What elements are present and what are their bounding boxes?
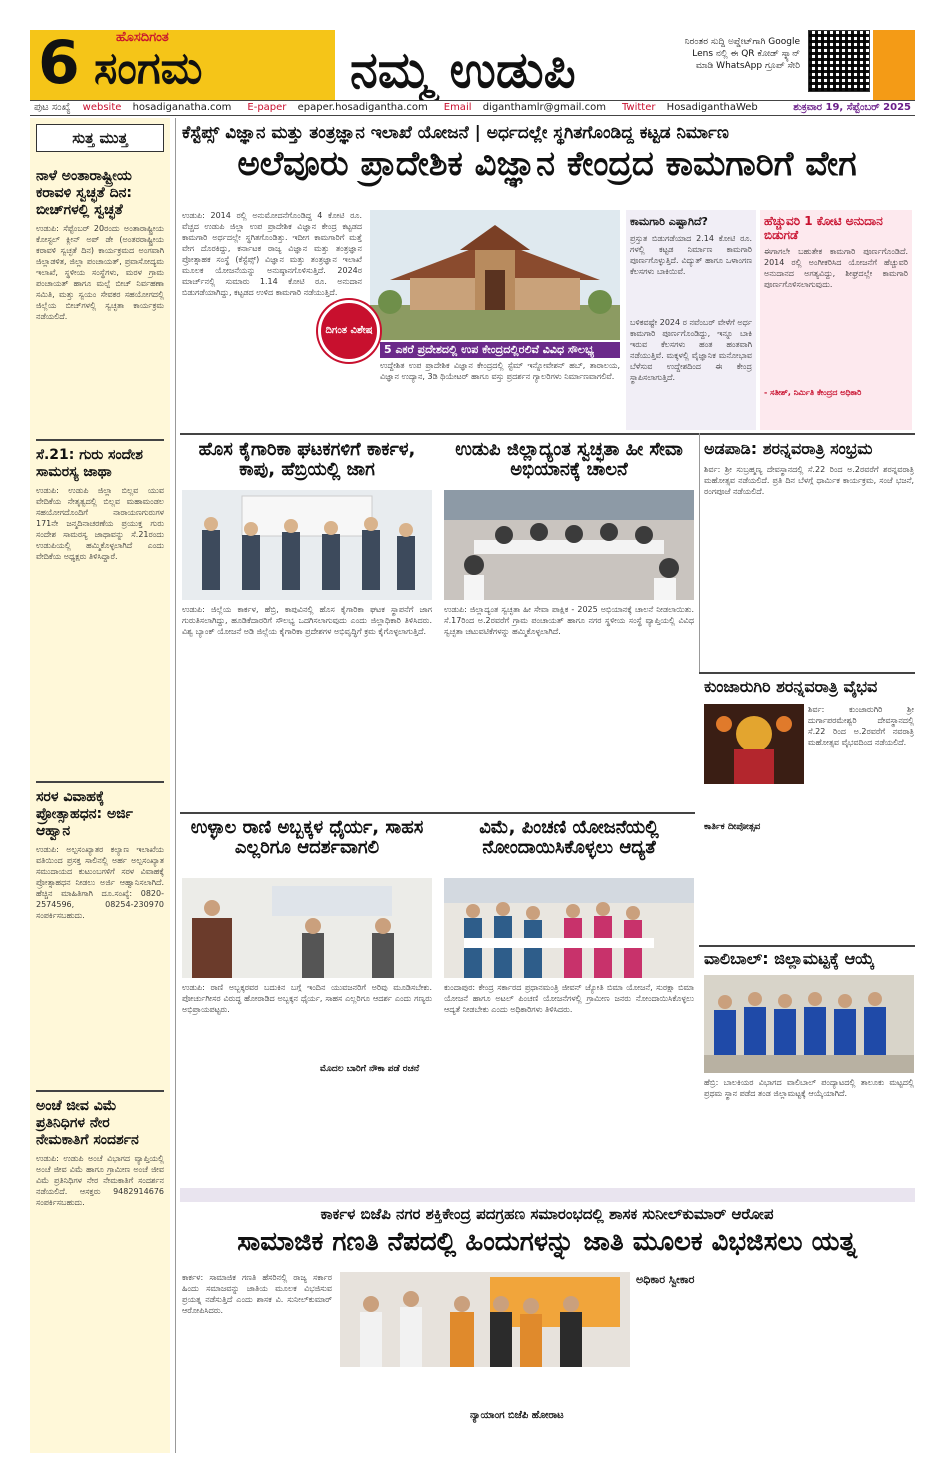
divider [36,439,164,441]
issue-date: ಶುಕ್ರವಾರ 19, ಸೆಪ್ಟೆಂಬರ್ 2025 [793,102,911,113]
section-divider [180,433,915,435]
factory-event-photo [182,490,432,600]
brand-name: ಹೊಸದಿಗಂತ [116,30,169,45]
bottom-kicker: ಕಾರ್ಕಳ ಬಿಜೆಪಿ ನಗರ ಶಕ್ತಿಕೇಂದ್ರ ಪದಗ್ರಹಣ ಸಮಾರಂಭದಲ್ಲಿ ಶಾಸಕ ಸುನೀಲ್‌ಕುಮಾರ್ ಆರೋಪ [320,1205,774,1223]
clean-body: ಉಡುಪಿ: ಜಿಲ್ಲಾದ್ಯಂತ ಸ್ವಚ್ಛತಾ ಹೀ ಸೇವಾ ಪಾಕ್ಷಿಕ - 2025 ಅಭಿಯಾನಕ್ಕೆ ಚಾಲನೆ ನೀಡಲಾಯಿತು. ಸೆ.17ರಿಂದ ಅ.2ರವರೆಗೆ ಗ್ರಾಮ ಪಂಚಾಯತ್ ಹಾಗೂ ನಗರ ಸ್ಥಳೀಯ ಸಂಸ್ಥೆ ವ್ಯಾಪ್ತಿಯಲ್ಲಿ ವಿವಿಧ ಸ್ವಚ್ಛತಾ ಚಟುವಟಿಕೆಗಳನ್ನು ಹಮ್ಮಿಕೊಳ್ಳಲಾಗಿದೆ. [444,605,694,636]
lead-headline: ಅಲೆವೂರು ಪ್ರಾದೇಶಿಕ ವಿಜ್ಞಾನ ಕೇಂದ್ರದ ಕಾಮಗಾರಿಗೆ ವೇಗ [237,144,857,184]
kunjaragiri-subhead: ಕಾರ್ತಿಕ ದೀಪೋತ್ಸವ [704,822,761,832]
page-number: 6 [38,28,80,98]
email-link[interactable]: diganthamlr@gmail.com [482,102,606,113]
bottom-headline: ಸಾಮಾಜಿಕ ಗಣತಿ ನೆಪದಲ್ಲಿ ಹಿಂದುಗಳನ್ನು ಜಾತಿ ಮೂಲಕ ವಿಭಜಿಸಲು ಯತ್ನ [237,1227,857,1257]
digantha-special-badge: ದಿಗಂತ ವಿಶೇಷ [318,300,380,362]
lead-kicker: ಕೆಸ್ಟೆಪ್ಸ್ ವಿಜ್ಞಾನ ಮತ್ತು ತಂತ್ರಜ್ಞಾನ ಇಲಾಖೆ ಯೋಜನೆ | ಅರ್ಧದಲ್ಲೇ ಸ್ಥಗಿತಗೊಂಡಿದ್ದ ಕಟ್ಟಡ ನಿರ್ಮಾಣ [182,123,729,143]
website-label: website [82,102,122,113]
sidebar-title: ಹೆಚ್ಚುವರಿ 1 ಕೋಟಿ ಅನುದಾನ ಬಿಡುಗಡೆ [764,214,883,242]
sidebar-quote-attribution: - ಸತೀಶ್, ನಿರ್ಮಿತಿ ಕೇಂದ್ರದ ಅಧಿಕಾರಿ [764,388,862,397]
lead-body: ಉಡುಪಿ: 2014 ರಲ್ಲಿ ಅನುಮೋದನೆಗೊಂಡಿದ್ದ 4 ಕೋಟಿ ರೂ. ವೆಚ್ಚದ ಉಡುಪಿ ಜಿಲ್ಲಾ ಉಪ ಪ್ರಾದೇಶಿಕ ವಿಜ್ಞಾನ ಕೇಂದ್ರ ಕಟ್ಟಡದ ಕಾಮಗಾರಿ ಅರ್ಧದಲ್ಲೇ ಸ್ಥಗಿತಗೊಂಡಿತ್ತು. ಇದೀಗ ಕಾಮಗಾರಿಗೆ ಮತ್ತೆ ವೇಗ ದೊರಕಿದ್ದು, ಕರ್ನಾಟಕ ರಾಜ್ಯ ವಿಜ್ಞಾನ ಮತ್ತು ತಂತ್ರಜ್ಞಾನ ಪ್ರೋತ್ಸಾಹಕ ಸಂಸ್ಥೆ (ಕೆಸ್ಟೆಪ್ಸ್) ವಿಜ್ಞಾನ ಮತ್ತು ತಂತ್ರಜ್ಞಾನ ಇಲಾಖೆ ಮೂಲಕ ಯೋಜನೆಯನ್ನು ಅನುಷ್ಠಾನಗೊಳಿಸುತ್ತಿದೆ. 2024ರ ಮಾರ್ಚ್‌ನಲ್ಲಿ ಸುಮಾರು 1.14 ಕೋಟಿ ರೂ. ಅನುದಾನ ಬಿಡುಗಡೆಯಾಗಿದ್ದು, ಕಟ್ಟಡದ ಉಳಿದ ಕಾಮಗಾರಿ ನಡೆಯುತ್ತಿದೆ. [182,211,362,297]
left-story-headline: ಅಂಚೆ ಜೀವ ವಿಮೆ ಪ್ರತಿನಿಧಿಗಳ ನೇರ ನೇಮಕಾತಿಗೆ ಸಂದರ್ಶನ [36,1098,139,1148]
navaratri-body: ಶಿರ್ವ: ಶ್ರೀ ಸುಬ್ರಹ್ಮಣ್ಯ ದೇವಸ್ಥಾನದಲ್ಲಿ ಸೆ.22 ರಿಂದ ಅ.2ರವರೆಗೆ ಶರನ್ನವರಾತ್ರಿ ಮಹೋತ್ಸವ ನಡೆಯಲಿದೆ. ಪ್ರತಿ ದಿನ ಬೆಳಗ್ಗೆ ಧಾರ್ಮಿಕ ಕಾರ್ಯಕ್ರಮ, ಸಂಜೆ ಭಜನೆ, ರಂಗಪೂಜೆ ನಡೆಯಲಿದೆ. [704,465,914,496]
kunjaragiri-headline: ಕುಂಜಾರುಗಿರಿ ಶರನ್ನವರಾತ್ರಿ ವೈಭವ [704,677,878,696]
twitter-label: Twitter [621,102,656,113]
twitter-link[interactable]: HosadiganthaWeb [666,102,758,113]
lead-sidebar-box [626,210,756,430]
lead-continued: ಬಳಿಕವಷ್ಟೇ 2024 ರ ನವೆಂಬರ್ ವೇಳೆಗೆ ಅರ್ಧ ಕಾಮಗಾರಿ ಪೂರ್ಣಗೊಂಡಿದ್ದು, ಇನ್ನೂ ಬಾಕಿ ಇರುವ ಕೆಲಸಗಳು ಹಂತ ಹಂತವಾಗಿ ನಡೆಯುತ್ತಿವೆ. ಮಕ್ಕಳಲ್ಲಿ ವೈಜ್ಞಾನಿಕ ಮನೋಭಾವ ಬೆಳೆಸುವ ಉದ್ದೇಶದಿಂದ ಈ ಕೇಂದ್ರ ಸ್ಥಾಪಿಸಲಾಗುತ್ತಿದೆ. [630,318,752,382]
abbakka-subhead: ಮೊದಲ ಬಾರಿಗೆ ನೌಕಾ ಪಡೆ ರಚನೆ [320,1064,420,1074]
masthead-orange-block [873,30,915,100]
kunjaragiri-body: ಶಿರ್ವ: ಕುಂಜಾರುಗಿರಿ ಶ್ರೀ ದುರ್ಗಾಪರಮೇಶ್ವರಿ ದೇವಸ್ಥಾನದಲ್ಲಿ ಸೆ.22 ರಿಂದ ಅ.2ರವರೆಗೆ ನವರಾತ್ರಿ ಮಹೋತ್ಸವ ವೈಭವದಿಂದ ನಡೆಯಲಿದೆ. [808,705,914,747]
page-label: ಪುಟ ಸಂಖ್ಯೆ [34,102,71,113]
epaper-link[interactable]: epaper.hosadigantha.com [297,102,428,113]
clean-headline: ಉಡುಪಿ ಜಿಲ್ಲಾದ್ಯಂತ ಸ್ವಚ್ಛತಾ ಹೀ ಸೇವಾ ಅಭಿಯಾನಕ್ಕೆ ಚಾಲನೆ [455,439,683,480]
insurance-event-photo [444,878,694,978]
column-logo: ಸುತ್ತ ಮುತ್ತ [36,124,164,152]
column-rule [175,118,176,1453]
qr-instructions: ನಿರಂತರ ಸುದ್ದಿ ಅಪ್ಡೇಟ್‌ಗಾಗಿ Google Lens ನಲ್ಲಿ ಈ QR ಕೋಡ್ ಸ್ಕ್ಯಾನ್ ಮಾಡಿ WhatsApp ಗ್ರೂಪ್ ಸೇರಿ [684,37,800,71]
abbakka-headline: ಉಳ್ಳಾಲ ರಾಣಿ ಅಬ್ಬಕ್ಕಳ ಧೈರ್ಯ, ಸಾಹಸ ಎಲ್ಲರಿಗೂ ಆದರ್ಶವಾಗಲಿ [190,817,424,858]
section-divider [180,812,695,814]
decorative-band [180,1188,915,1202]
photo-caption: 5 ಎಕರೆ ಪ್ರದೇಶದಲ್ಲಿ ಉಪ ಕೇಂದ್ರದಲ್ಲಿರಲಿವೆ ವಿವಿಧ ಸೌಲಭ್ಯ [380,342,620,358]
navaratri-headline: ಅಡಪಾಡಿ: ಶರನ್ನವರಾತ್ರಿ ಸಂಭ್ರಮ [704,439,873,458]
volleyball-team-photo [704,975,914,1073]
factory-headline: ಹೊಸ ಕೈಗಾರಿಕಾ ಘಟಕಗಳಿಗೆ ಕಾರ್ಕಳ, ಕಾಪು, ಹೆಬ್ರಿಯಲ್ಲಿ ಜಾಗ [198,439,416,480]
left-story-headline: ಸರಳ ವಿವಾಹಕ್ಕೆ ಪ್ರೋತ್ಸಾಹಧನ: ಅರ್ಜಿ ಆಹ್ವಾನ [36,789,133,839]
divider [36,781,164,783]
science-centre-photo [370,210,620,340]
volleyball-body: ಹೆಬ್ರಿ: ಬಾಲಕಿಯರ ವಿಭಾಗದ ವಾಲಿಬಾಲ್ ಪಂದ್ಯಾಟದಲ್ಲಿ ತಾಲೂಕು ಮಟ್ಟದಲ್ಲಿ ಪ್ರಥಮ ಸ್ಥಾನ ಪಡೆದ ತಂಡ ಜಿಲ್ಲಾಮಟ್ಟಕ್ಕೆ ಆಯ್ಕೆಯಾಗಿದೆ. [704,1078,914,1098]
section-divider [699,672,915,674]
clean-drive-photo [444,490,694,600]
left-column [30,118,170,1453]
left-story-body: ಉಡುಪಿ: ಅಲ್ಪಸಂಖ್ಯಾತರ ಕಲ್ಯಾಣ ಇಲಾಖೆಯ ವತಿಯಿಂದ ಪ್ರಸಕ್ತ ಸಾಲಿನಲ್ಲಿ ಅರ್ಹ ಅಲ್ಪಸಂಖ್ಯಾತ ಸಮುದಾಯದ ಕುಟುಂಬಗಳಿಗೆ ಸರಳ ವಿವಾಹಕ್ಕೆ ಪ್ರೋತ್ಸಾಹಧನ ನೀಡಲು ಅರ್ಜಿ ಆಹ್ವಾನಿಸಲಾಗಿದೆ. ಹೆಚ್ಚಿನ ಮಾಹಿತಿಗಾಗಿ ದೂ.ಸಂಖ್ಯೆ: 0820-2574596, 08254-230970 ಸಂಪರ್ಕಿಸಬಹುದು. [36,845,164,920]
factory-body: ಉಡುಪಿ: ಜಿಲ್ಲೆಯ ಕಾರ್ಕಳ, ಹೆಬ್ರಿ, ಕಾಪುವಿನಲ್ಲಿ ಹೊಸ ಕೈಗಾರಿಕಾ ಘಟಕ ಸ್ಥಾಪನೆಗೆ ಜಾಗ ಗುರುತಿಸಲಾಗಿದ್ದು, ಹೂಡಿಕೆದಾರರಿಗೆ ಸೌಲಭ್ಯ ಒದಗಿಸಲಾಗುವುದು ಎಂದು ಜಿಲ್ಲಾಧಿಕಾರಿ ತಿಳಿಸಿದರು. ವಿಶ್ವ ಬ್ಯಾಂಕ್ ಯೋಜನೆ ಅಡಿ ಜಿಲ್ಲೆಯ ಕೈಗಾರಿಕಾ ಪ್ರದೇಶಗಳ ಅಭಿವೃದ್ಧಿಗೆ ಕ್ರಮ ಕೈಗೊಳ್ಳಲಾಗುತ್ತಿದೆ. [182,605,432,636]
sidebar-question: ಕಾಮಗಾರಿ ಎಷ್ಟಾಗಿದೆ? [630,215,708,228]
divider [36,1090,164,1092]
supplement-title: ಸಂಗಮ [94,43,203,94]
section-title: ನಮ್ಮ ಉಡುಪಿ [350,41,576,99]
deity-photo [704,704,804,784]
left-story-body: ಉಡುಪಿ: ಉಡುಪಿ ಅಂಚೆ ವಿಭಾಗದ ವ್ಯಾಪ್ತಿಯಲ್ಲಿ ಅಂಚೆ ಜೀವ ವಿಮೆ ಹಾಗೂ ಗ್ರಾಮೀಣ ಅಂಚೆ ಜೀವ ವಿಮೆ ಪ್ರತಿನಿಧಿಗಳ ನೇರ ನೇಮಕಾತಿಗೆ ಸಂದರ್ಶನ ನಡೆಯಲಿದೆ. ಆಸಕ್ತರು 9482914676 ಸಂಪರ್ಕಿಸಬಹುದು. [36,1154,164,1207]
bottom-subhead: ಅಧಿಕಾರ ಸ್ವೀಕಾರ [636,1273,695,1286]
sidebar-question-body: ಪ್ರಸ್ತುತ ಬಿಡುಗಡೆಯಾದ 2.14 ಕೋಟಿ ರೂ. ಗಳಲ್ಲಿ ಕಟ್ಟಡ ನಿರ್ಮಾಣ ಕಾಮಗಾರಿ ಪೂರ್ಣಗೊಳ್ಳುತ್ತಿದೆ. ವಿದ್ಯುತ್ ಹಾಗೂ ಒಳಾಂಗಣ ಕೆಲಸಗಳು ಬಾಕಿಯಿವೆ. [630,234,752,276]
insurance-headline: ವಿಮೆ, ಪಿಂಚಣಿ ಯೋಜನೆಯಲ್ಲಿ ನೋಂದಾಯಿಸಿಕೊಳ್ಳಲು ಆದ್ಯತೆ [479,817,659,858]
website-link[interactable]: hosadiganatha.com [132,102,232,113]
section-divider [699,945,915,947]
insurance-body: ಕುಂದಾಪುರ: ಕೇಂದ್ರ ಸರ್ಕಾರದ ಪ್ರಧಾನಮಂತ್ರಿ ಜೀವನ್ ಜ್ಯೋತಿ ಬಿಮಾ ಯೋಜನೆ, ಸುರಕ್ಷಾ ಬಿಮಾ ಯೋಜನೆ ಹಾಗೂ ಅಟಲ್ ಪಿಂಚಣಿ ಯೋಜನೆಗಳಲ್ಲಿ ಗ್ರಾಮೀಣ ಜನರು ನೋಂದಾಯಿಸಿಕೊಳ್ಳಲು ಆದ್ಯತೆ ನೀಡಬೇಕು ಎಂದು ಅಧಿಕಾರಿಗಳು ತಿಳಿಸಿದರು. [444,983,694,1014]
abbakka-body: ಉಡುಪಿ: ರಾಣಿ ಅಬ್ಬಕ್ಕರವರ ಬದುಕಿನ ಬಗ್ಗೆ ಇಂದಿನ ಯುವಜನರಿಗೆ ಅರಿವು ಮೂಡಿಸಬೇಕು. ಪೋರ್ಚುಗೀಸರ ವಿರುದ್ಧ ಹೋರಾಡಿದ ಅಬ್ಬಕ್ಕನ ಧೈರ್ಯ, ಸಾಹಸ ಎಲ್ಲರಿಗೂ ಆದರ್ಶ ಎಂದು ಗಣ್ಯರು ಅಭಿಪ್ರಾಯಪಟ್ಟರು. [182,983,432,1014]
volleyball-headline: ವಾಲಿಬಾಲ್: ಜಿಲ್ಲಾಮಟ್ಟಕ್ಕೆ ಆಯ್ಕೆ [704,949,875,968]
lead-sidebar-quote-box [760,210,912,430]
left-story-headline: ಸೆ.21: ಗುರು ಸಂದೇಶ ಸಾಮರಸ್ಯ ಜಾಥಾ [36,447,143,480]
qr-code-icon[interactable] [808,30,870,92]
masthead [0,0,945,100]
left-story-body: ಉಡುಪಿ: ಸೆಪ್ಟೆಂಬರ್ 20ರಂದು ಅಂತಾರಾಷ್ಟ್ರೀಯ ಕೋಸ್ಟಲ್ ಕ್ಲೀನ್ ಅಪ್ ಡೇ (ಅಂತರರಾಷ್ಟ್ರೀಯ ಕರಾವಳಿ ಸ್ವಚ್ಛತೆ ದಿನ) ಕಾರ್ಯಕ್ರಮದ ಅಂಗವಾಗಿ ಜಿಲ್ಲಾಡಳಿತ, ಜಿಲ್ಲಾ ಪಂಚಾಯತ್, ಪ್ರವಾಸೋದ್ಯಮ ಇಲಾಖೆ, ಸ್ಥಳೀಯ ಸಂಸ್ಥೆಗಳು, ಮರಳ ಗ್ರಾಮ ಪಂಚಾಯತ್ ಹಾಗೂ ಮಲ್ಪೆ ಬೀಚ್ ನಿರ್ವಹಣಾ ಸಮಿತಿ, ಮತ್ತು ಸ್ವಯಂ ಸೇವಕರ ಸಹಯೋಗದಲ್ಲಿ ಜಿಲ್ಲೆಯ ಬೀಚ್‌ಗಳಲ್ಲಿ ಸ್ವಚ್ಛತಾ ಕಾರ್ಯಕ್ರಮ ನಡೆಯಲಿದೆ. [36,224,164,321]
caption-body: ಉದ್ದೇಶಿತ ಉಪ ಪ್ರಾದೇಶಿಕ ವಿಜ್ಞಾನ ಕೇಂದ್ರದಲ್ಲಿ ಸ್ಟೆಮ್ ಇನ್ನೋವೇಶನ್ ಹಬ್, ತಾರಾಲಯ, ವಿಜ್ಞಾನ ಉದ್ಯಾನ, 3ಡಿ ಥಿಯೇಟರ್ ಹಾಗೂ ವಸ್ತು ಪ್ರದರ್ಶನ ಗ್ಯಾಲರಿಗಳು ನಿರ್ಮಾಣವಾಗಲಿವೆ. [380,361,620,381]
left-story-body: ಉಡುಪಿ: ಉಡುಪಿ ಜಿಲ್ಲಾ ಬಿಲ್ಲವ ಯುವ ವೇದಿಕೆಯ ನೇತೃತ್ವದಲ್ಲಿ ಬಿಲ್ಲವ ಮಹಾಮಂಡಲ ಸಹಯೋಗದೊಂದಿಗೆ ನಾರಾಯಣಗುರುಗಳ 171ನೇ ಜನ್ಮದಿನಾಚರಣೆಯ ಪ್ರಯುಕ್ತ ಗುರು ಸಂದೇಶ ಸಾಮರಸ್ಯ ಜಾಥಾವನ್ನು ಸೆ.21ರಂದು ಉಡುಪಿಯಲ್ಲಿ ಹಮ್ಮಿಕೊಳ್ಳಲಾಗಿದೆ ಎಂದು ವೇದಿಕೆಯ ಅಧ್ಯಕ್ಷರು ತಿಳಿಸಿದ್ದಾರೆ. [36,486,164,561]
bottom-event-photo [340,1272,630,1367]
email-label: Email [443,102,472,113]
left-story-headline: ನಾಳೆ ಅಂತಾರಾಷ್ಟ್ರೀಯ ಕರಾವಳಿ ಸ್ವಚ್ಛತೆ ದಿನ: ಬೀಚ್‌ಗಳಲ್ಲಿ ಸ್ವಚ್ಛತೆ [36,168,133,218]
bottom-subhead-2: ನ್ಯಾಯಾಂಗ ಬಿಜೆಪಿ ಹೋರಾಟ [470,1410,564,1421]
column-rule [699,433,700,673]
bottom-body: ಕಾರ್ಕಳ: ಸಾಮಾಜಿಕ ಗಣತಿ ಹೆಸರಿನಲ್ಲಿ ರಾಜ್ಯ ಸರ್ಕಾರ ಹಿಂದು ಸಮಾಜವನ್ನು ಜಾತಿಯ ಮೂಲಕ ವಿಭಜಿಸುವ ಪ್ರಯತ್ನ ನಡೆಸುತ್ತಿದೆ ಎಂದು ಶಾಸಕ ವಿ. ಸುನೀಲ್‌ಕುಮಾರ್ ಆರೋಪಿಸಿದರು. [182,1273,332,1315]
info-strip [30,100,915,116]
epaper-label: E-paper [247,102,287,113]
abbakka-event-photo [182,878,432,978]
sidebar-body: ಈಗಾಗಲೇ ಬಹುತೇಕ ಕಾಮಗಾರಿ ಪೂರ್ಣಗೊಂಡಿದೆ. 2014 ರಲ್ಲಿ ಅಂಗೀಕರಿಸಿದ ಯೋಜನೆಗೆ ಹೆಚ್ಚುವರಿ ಅನುದಾನದ ಅಗತ್ಯವಿದ್ದು, ಶೀಘ್ರದಲ್ಲೇ ಕಾಮಗಾರಿ ಪೂರ್ಣಗೊಳಿಸಲಾಗುವುದು. [764,247,908,289]
